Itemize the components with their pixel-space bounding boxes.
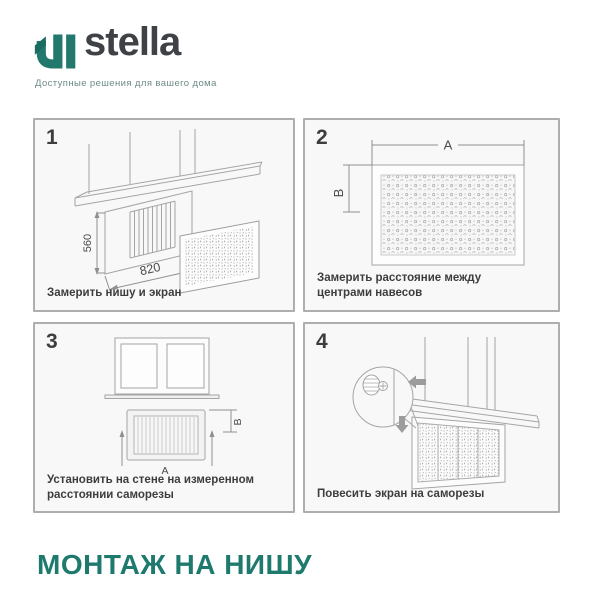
radiator [130,201,175,258]
keyhole-icon [363,375,380,395]
step-number: 3 [46,330,58,353]
step-panel-3 [33,322,295,513]
screw-icon [379,382,388,391]
dimension-a [372,138,524,166]
screen-panel [412,417,505,489]
brand-logo-icon [33,31,79,73]
dimension-height [82,211,105,275]
screen-grille [127,410,205,460]
step-caption: Замерить расстояние между центрами навесов [317,272,482,300]
dim-label-b: B [232,418,244,426]
window [105,338,219,399]
windowsill [105,395,219,399]
windowsill [75,162,262,206]
dim-label-820: 820 [138,259,162,279]
wall-lines [89,129,195,194]
step-caption: Замерить нишу и экран [47,287,182,300]
page-title: МОНТАЖ НА НИШУ [37,549,313,580]
step-caption: Повесить экран на саморезы [317,488,485,501]
step-number: 1 [46,126,58,149]
wall-lines [425,337,495,410]
dimension-b [331,165,372,212]
illustration-measure-niche [35,120,293,310]
dim-label-a: A [443,137,453,153]
illustration-hang-screen [305,324,558,511]
step-caption: Установить на стене на измеренном расстоянии саморезы [47,474,254,502]
step-panel-1 [33,118,295,312]
step-panel-2 [303,118,560,312]
screen-ornament [381,175,515,255]
brand-tagline: Доступные решения для вашего дома [35,78,217,89]
dimension-b [209,410,244,432]
brand-name: stella [84,20,181,64]
step-number: 2 [316,126,328,149]
step-number: 4 [316,330,328,353]
dim-label-a: A [161,465,169,477]
dim-label-b: B [331,188,346,198]
dim-label-560: 560 [82,233,94,253]
step-panel-4 [303,322,560,513]
